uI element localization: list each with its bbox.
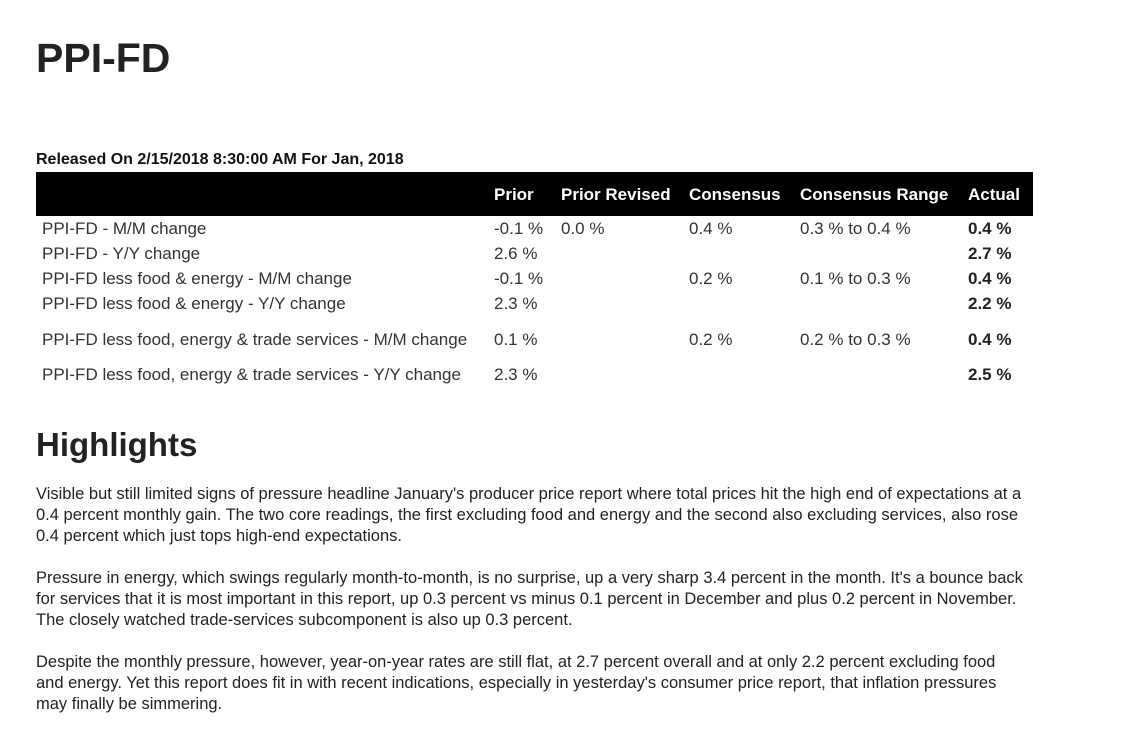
table-row — [36, 362, 1033, 387]
highlights-heading: Highlights — [36, 426, 198, 463]
row-consensus-range: 0.1 % to 0.3 % — [800, 269, 911, 288]
row-label: PPI-FD - Y/Y change — [42, 244, 201, 263]
row-actual: 0.4 % — [968, 219, 1012, 238]
page-title: PPI-FD — [36, 35, 171, 81]
highlights-paragraph: Pressure in energy, which swings regularly month-to-month, is no surprise, up a very sharp 3.4 percent in the month. It's a bounce back for services that it is most important in this report, up 0.3 percent vs minus 0.1 percent in December and plus 0.2 percent in November. The closely watched trade-services subcomponent is also up 0.3 percent. — [36, 569, 1023, 629]
table-row — [36, 316, 1033, 362]
table-row — [36, 291, 1033, 316]
row-prior: -0.1 % — [494, 269, 544, 288]
row-actual: 0.4 % — [968, 269, 1012, 288]
row-prior: -0.1 % — [494, 219, 544, 238]
header-actual: Actual — [968, 184, 1020, 204]
row-label: PPI-FD less food, energy & trade services - M/M change — [42, 329, 468, 349]
row-actual: 2.2 % — [968, 294, 1012, 313]
row-prior-revised: 0.0 % — [561, 219, 605, 238]
row-prior: 2.3 % — [494, 294, 538, 313]
table-row — [36, 241, 1033, 266]
row-prior: 2.3 % — [494, 365, 538, 384]
row-prior-revised — [555, 266, 683, 291]
row-actual: 0.4 % — [968, 329, 1012, 349]
header-prior-revised: Prior Revised — [561, 184, 671, 204]
row-consensus: 0.2 % — [689, 329, 733, 349]
row-prior: 0.1 % — [494, 329, 538, 349]
row-consensus — [683, 362, 794, 387]
row-consensus-range — [794, 241, 962, 266]
header-prior: Prior — [494, 184, 534, 204]
row-consensus: 0.4 % — [689, 219, 733, 238]
highlights-paragraph: Visible but still limited signs of pressure headline January's producer price report where total prices hit the high end of expectations at a 0.4 percent monthly gain. The two core readings, the first excluding food and energy and the second also excluding services, also rose 0.4 percent which just tops high-end expectations. — [36, 485, 1022, 545]
row-consensus — [683, 241, 794, 266]
row-consensus-range: 0.3 % to 0.4 % — [800, 219, 911, 238]
row-actual: 2.7 % — [968, 244, 1012, 263]
row-prior: 2.6 % — [494, 244, 538, 263]
table-row — [36, 266, 1033, 291]
highlights-paragraph: Despite the monthly pressure, however, year-on-year rates are still flat, at 2.7 percent overall and at only 2.2 percent excluding food and energy. Yet this report does fit in with recent indications, especially in yesterday's consumer price report, that inflation pressures may finally be simmering. — [36, 653, 997, 713]
table-row — [36, 216, 1033, 241]
header-consensus: Consensus — [689, 184, 781, 204]
row-consensus-range — [794, 362, 962, 387]
row-actual: 2.5 % — [968, 365, 1012, 384]
row-prior-revised — [555, 241, 683, 266]
row-label: PPI-FD less food, energy & trade services - Y/Y change — [42, 365, 461, 384]
row-consensus-range: 0.2 % to 0.3 % — [800, 329, 911, 349]
release-date-line: Released On 2/15/2018 8:30:00 AM For Jan, 2018 — [36, 151, 404, 168]
header-indicator — [36, 172, 488, 216]
row-prior-revised — [555, 291, 683, 316]
row-consensus: 0.2 % — [689, 269, 733, 288]
row-label: PPI-FD less food & energy - M/M change — [42, 269, 352, 288]
header-consensus-range: Consensus Range — [800, 184, 949, 204]
row-label: PPI-FD - M/M change — [42, 219, 207, 238]
row-prior-revised — [555, 316, 683, 362]
row-consensus — [683, 291, 794, 316]
highlights-body — [36, 484, 1026, 736]
table-header-row — [36, 172, 1033, 216]
row-consensus-range — [794, 291, 962, 316]
economic-data-table — [36, 172, 1033, 387]
row-label: PPI-FD less food & energy - Y/Y change — [42, 294, 346, 313]
row-prior-revised — [555, 362, 683, 387]
